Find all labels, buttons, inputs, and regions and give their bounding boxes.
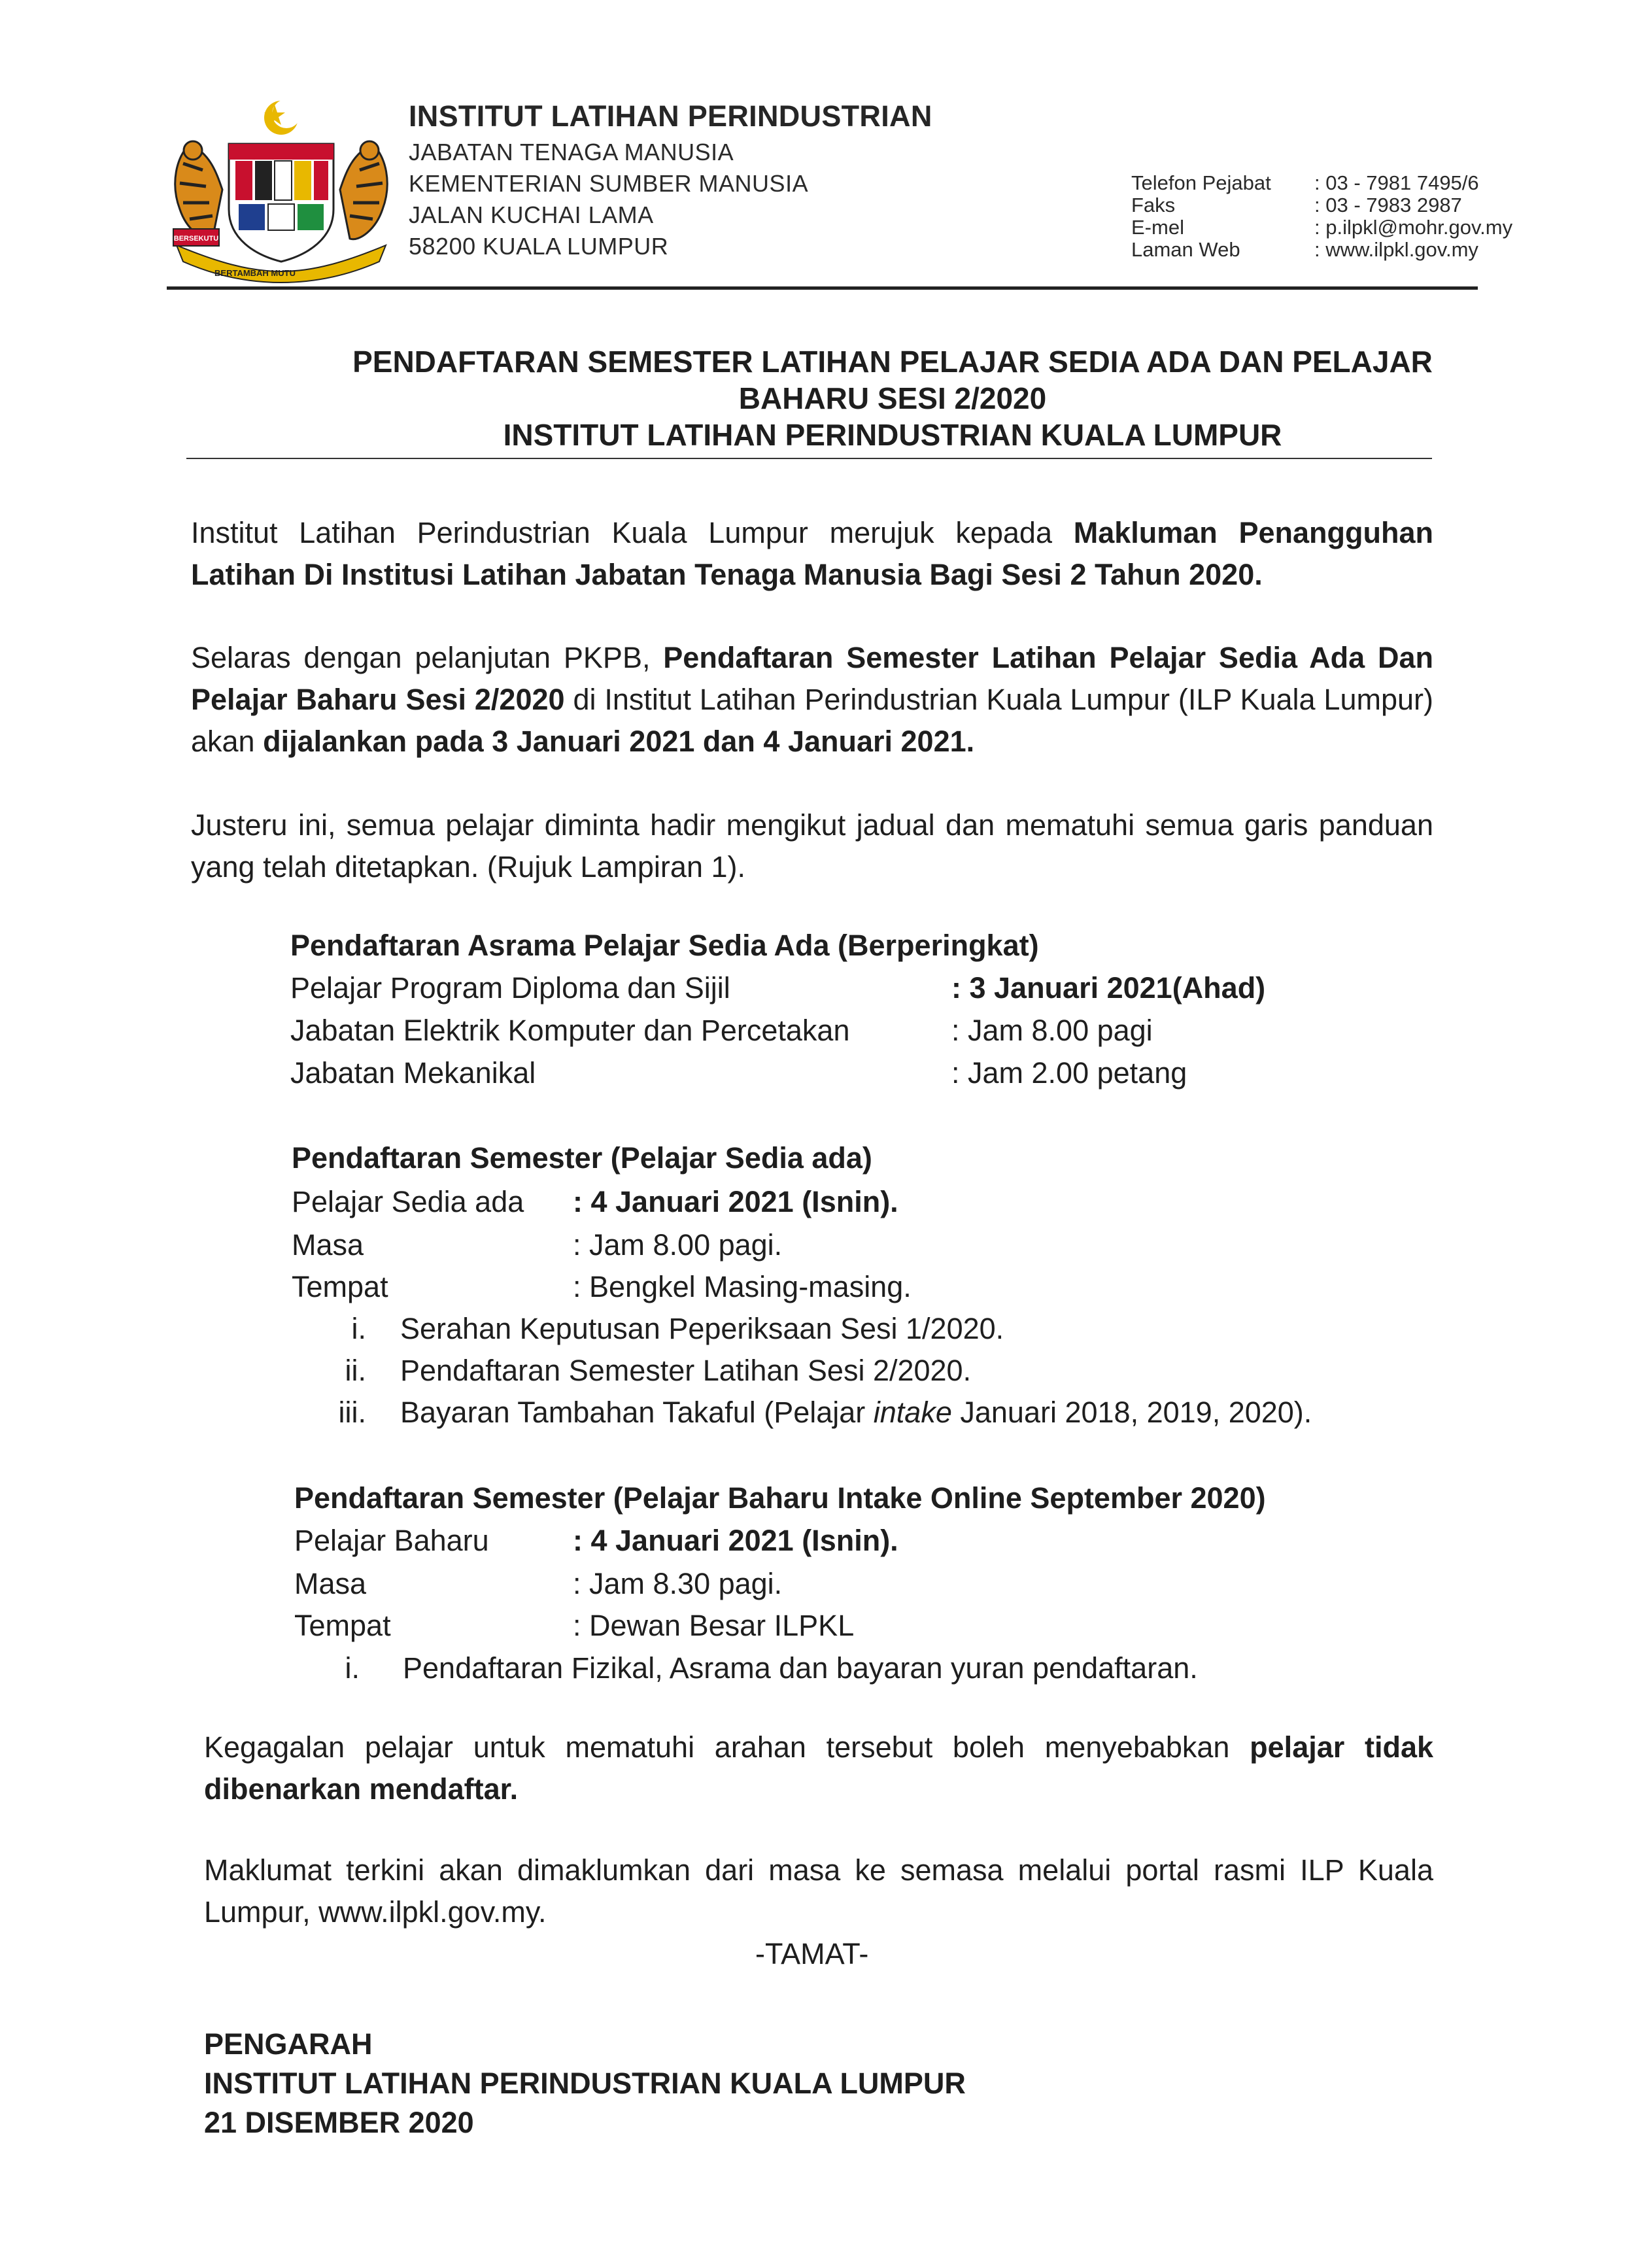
contact-label-email: E-mel — [1131, 216, 1184, 239]
paragraph-intro-bold: Makluman Penangguhan Latihan Di Institusi Latihan Jabatan Tenaga Manusia Bagi Sesi 2 Tahun 2020. — [191, 516, 1433, 591]
paragraph-schedule — [191, 637, 1433, 763]
crescent-star-icon — [264, 99, 301, 135]
block3-row-1-value: : 4 Januari 2021 (Isnin). — [573, 1524, 898, 1557]
title-underline — [186, 458, 1432, 459]
contact-label-web: Laman Web — [1131, 238, 1240, 261]
paragraph-schedule-text-2: di Institut Latihan Perindustrian Kuala Lumpur (ILP Kuala Lumpur) akan — [191, 683, 1433, 758]
crest-ribbon-left: BERSEKUTU — [173, 235, 219, 243]
tiger-right-icon — [340, 141, 387, 239]
block2-item-2-number: ii. — [345, 1354, 366, 1387]
letterhead-divider — [167, 286, 1478, 290]
block1-row-2-value: : Jam 8.00 pagi — [951, 1014, 1153, 1047]
signature-institution: INSTITUT LATIHAN PERINDUSTRIAN KUALA LUMPUR — [204, 2067, 966, 2100]
letterhead-line-4: 58200 KUALA LUMPUR — [409, 233, 669, 260]
letterhead-line-2: KEMENTERIAN SUMBER MANUSIA — [409, 170, 809, 197]
block3-row-3-value: : Dewan Besar ILPKL — [573, 1609, 855, 1642]
block2-row-1-label: Pelajar Sedia ada — [292, 1185, 524, 1218]
block2-item-3-number: iii. — [338, 1396, 366, 1429]
block1-row-1-value: : 3 Januari 2021(Ahad) — [951, 971, 1266, 1005]
paragraph-warning — [204, 1727, 1433, 1810]
block1-row-3-label: Jabatan Mekanikal — [290, 1056, 536, 1090]
block3-row-3-label: Tempat — [294, 1609, 391, 1642]
paragraph-schedule-text-1: Selaras dengan pelanjutan PKPB, — [191, 641, 664, 674]
block1-row-1-label: Pelajar Program Diploma dan Sijil — [290, 971, 730, 1005]
block2-item-2-text: Pendaftaran Semester Latihan Sesi 2/2020. — [400, 1354, 972, 1387]
contact-value-phone: : 03 - 7981 7495/6 — [1314, 171, 1479, 194]
document-title-line-2: BAHARU SESI 2/2020 — [738, 381, 1047, 415]
block3-heading: Pendaftaran Semester (Pelajar Baharu Intake Online September 2020) — [294, 1481, 1266, 1515]
paragraph-schedule-bold-2: dijalankan pada 3 Januari 2021 dan 4 Januari 2021. — [263, 725, 975, 758]
crest-ribbon-center: BERTAMBAH MUTU — [214, 268, 296, 278]
document-title-line-3: INSTITUT LATIHAN PERINDUSTRIAN KUALA LUMPUR — [503, 418, 1282, 452]
block1-row-2-label: Jabatan Elektrik Komputer dan Percetakan — [290, 1014, 850, 1047]
contact-value-email: : p.ilpkl@mohr.gov.my — [1314, 216, 1513, 239]
paragraph-intro-text: Institut Latihan Perindustrian Kuala Lumpur merujuk kepada — [191, 516, 1074, 549]
malaysia-coat-of-arms-logo — [163, 98, 399, 288]
contact-label-phone: Telefon Pejabat — [1131, 171, 1271, 194]
block3-item-1-number: i. — [345, 1651, 360, 1685]
paragraph-instruction: Justeru ini, semua pelajar diminta hadir mengikut jadual dan mematuhi semua garis panduan yang telah ditetapkan. (Rujuk Lampiran 1). — [191, 808, 1433, 884]
signature-date: 21 DISEMBER 2020 — [204, 2106, 474, 2139]
block2-item-3-text-a: Bayaran Tambahan Takaful (Pelajar — [400, 1396, 874, 1429]
block2-row-2-label: Masa — [292, 1228, 364, 1262]
block2-item-1-text: Serahan Keputusan Peperiksaan Sesi 1/2020. — [400, 1312, 1004, 1345]
paragraph-warning-bold: pelajar tidak dibenarkan mendaftar. — [204, 1730, 1433, 1806]
contact-value-web: : www.ilpkl.gov.my — [1314, 238, 1478, 261]
block2-item-3-text — [400, 1396, 1312, 1430]
block3-row-2-label: Masa — [294, 1567, 367, 1600]
block2-heading: Pendaftaran Semester (Pelajar Sedia ada) — [292, 1141, 872, 1175]
letterhead-line-1: JABATAN TENAGA MANUSIA — [409, 139, 734, 165]
contact-value-fax: : 03 - 7983 2987 — [1314, 194, 1462, 216]
block2-row-3-value: : Bengkel Masing-masing. — [573, 1270, 912, 1303]
letterhead-line-3: JALAN KUCHAI LAMA — [409, 201, 654, 228]
block3-row-2-value: : Jam 8.30 pagi. — [573, 1567, 783, 1600]
block1-row-3-value: : Jam 2.00 petang — [951, 1056, 1187, 1090]
paragraph-intro — [191, 512, 1433, 596]
block2-row-1-value: : 4 Januari 2021 (Isnin). — [573, 1185, 898, 1218]
paragraph-info: Maklumat terkini akan dimaklumkan dari masa ke semasa melalui portal rasmi ILP Kuala Lumpur, www.ilpkl.gov.my. — [204, 1853, 1433, 1929]
block2-row-3-label: Tempat — [292, 1270, 388, 1303]
shield-icon — [229, 144, 333, 262]
paragraph-warning-text: Kegagalan pelajar untuk mematuhi arahan tersebut boleh menyebabkan — [204, 1730, 1250, 1764]
block3-item-1-text: Pendaftaran Fizikal, Asrama dan bayaran yuran pendaftaran. — [403, 1651, 1198, 1685]
paragraph-schedule-bold-1: Pendaftaran Semester Latihan Pelajar Sedia Ada Dan Pelajar Baharu Sesi 2/2020 — [191, 641, 1433, 716]
signature-title: PENGARAH — [204, 2027, 373, 2061]
document-title-line-1: PENDAFTARAN SEMESTER LATIHAN PELAJAR SEDIA ADA DAN PELAJAR — [352, 345, 1433, 379]
block2-item-1-number: i. — [351, 1312, 366, 1345]
block2-row-2-value: : Jam 8.00 pagi. — [573, 1228, 783, 1262]
block3-row-1-label: Pelajar Baharu — [294, 1524, 489, 1557]
institution-name: INSTITUT LATIHAN PERINDUSTRIAN — [409, 99, 932, 133]
block2-item-3-text-b: Januari 2018, 2019, 2020). — [951, 1396, 1312, 1429]
block1-heading: Pendaftaran Asrama Pelajar Sedia Ada (Berperingkat) — [290, 929, 1039, 962]
tiger-left-icon — [175, 141, 222, 239]
contact-label-fax: Faks — [1131, 194, 1176, 216]
block2-item-3-text-italic: intake — [873, 1396, 952, 1429]
end-mark: -TAMAT- — [755, 1937, 869, 1970]
